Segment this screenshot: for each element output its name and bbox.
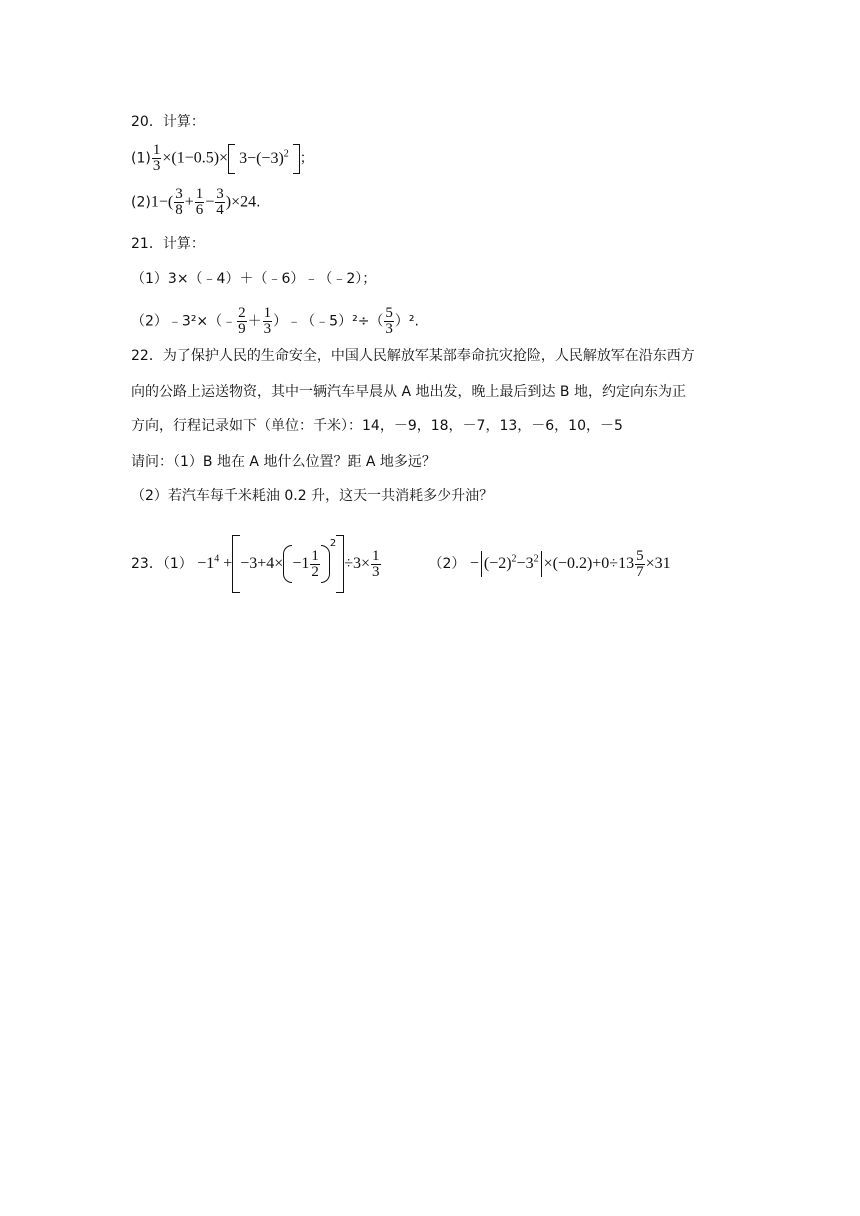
q22-line-3: 方向，行程记录如下（单位：千米）：14，－9，18，－7，13，－6，10，－5	[131, 418, 623, 434]
q20-part2: (2)1−( $\frac{3}{8}$ + $\frac{1}{6}$ − $\frac{3}{4}$ )×24.	[131, 186, 261, 218]
q21-title: 21．计算：	[131, 236, 205, 252]
q21-part2: （2）﹣3²×（﹣ $\frac{2}{9}$ ＋ $\frac{1}{3}$ ）﹣（﹣5）²÷（ $\frac{5}{3}$ ）².	[131, 305, 419, 337]
q23-part1-label: 23．（1）	[131, 556, 193, 572]
q20-title: 20．计算：	[131, 114, 205, 130]
q23: 23．$(1) -1^4 + -3+4\times -1$ $\frac{1}{2}$ $^2$÷3× $\frac{1}{3}$ $(2) - (-2)^2-3^2 \times(-0.2)+0\div 13$ $\frac{5}{7}$ ×31	[131, 534, 671, 593]
q22-line-1: 22．为了保护人民的生命安全，中国人民解放军某部奉命抗灾抢险，人民解放军在沿东西方	[131, 348, 695, 364]
right-bracket	[293, 144, 300, 174]
q21-heading	[131, 234, 205, 254]
q20-part2-label: (2)	[131, 194, 151, 211]
q21-part1: （1）3×（﹣4）＋（﹣6）﹣（﹣2）；	[131, 271, 377, 287]
q22-line-5: （2）若汽车每千米耗油 0.2 升，这天一共消耗多少升油？	[131, 488, 494, 504]
q20-heading	[131, 112, 205, 132]
q22-line-2: 向的公路上运送物资，其中一辆汽车早晨从 A 地出发，晚上最后到达 B 地，约定向东为正	[131, 384, 686, 400]
q23-part2-label: （2）	[428, 556, 466, 572]
fraction-one-third: $\frac{1}{3}$	[152, 142, 161, 174]
q20-part1: (1) $\frac{1}{3}$ $\times(1-0.5)\times 3-(-3)^2$ ；	[131, 142, 314, 174]
q20-part1-label: (1)	[131, 150, 151, 167]
q22-line-4: 请问：（1）B 地在 A 地什么位置？距 A 地多远？	[131, 454, 436, 470]
